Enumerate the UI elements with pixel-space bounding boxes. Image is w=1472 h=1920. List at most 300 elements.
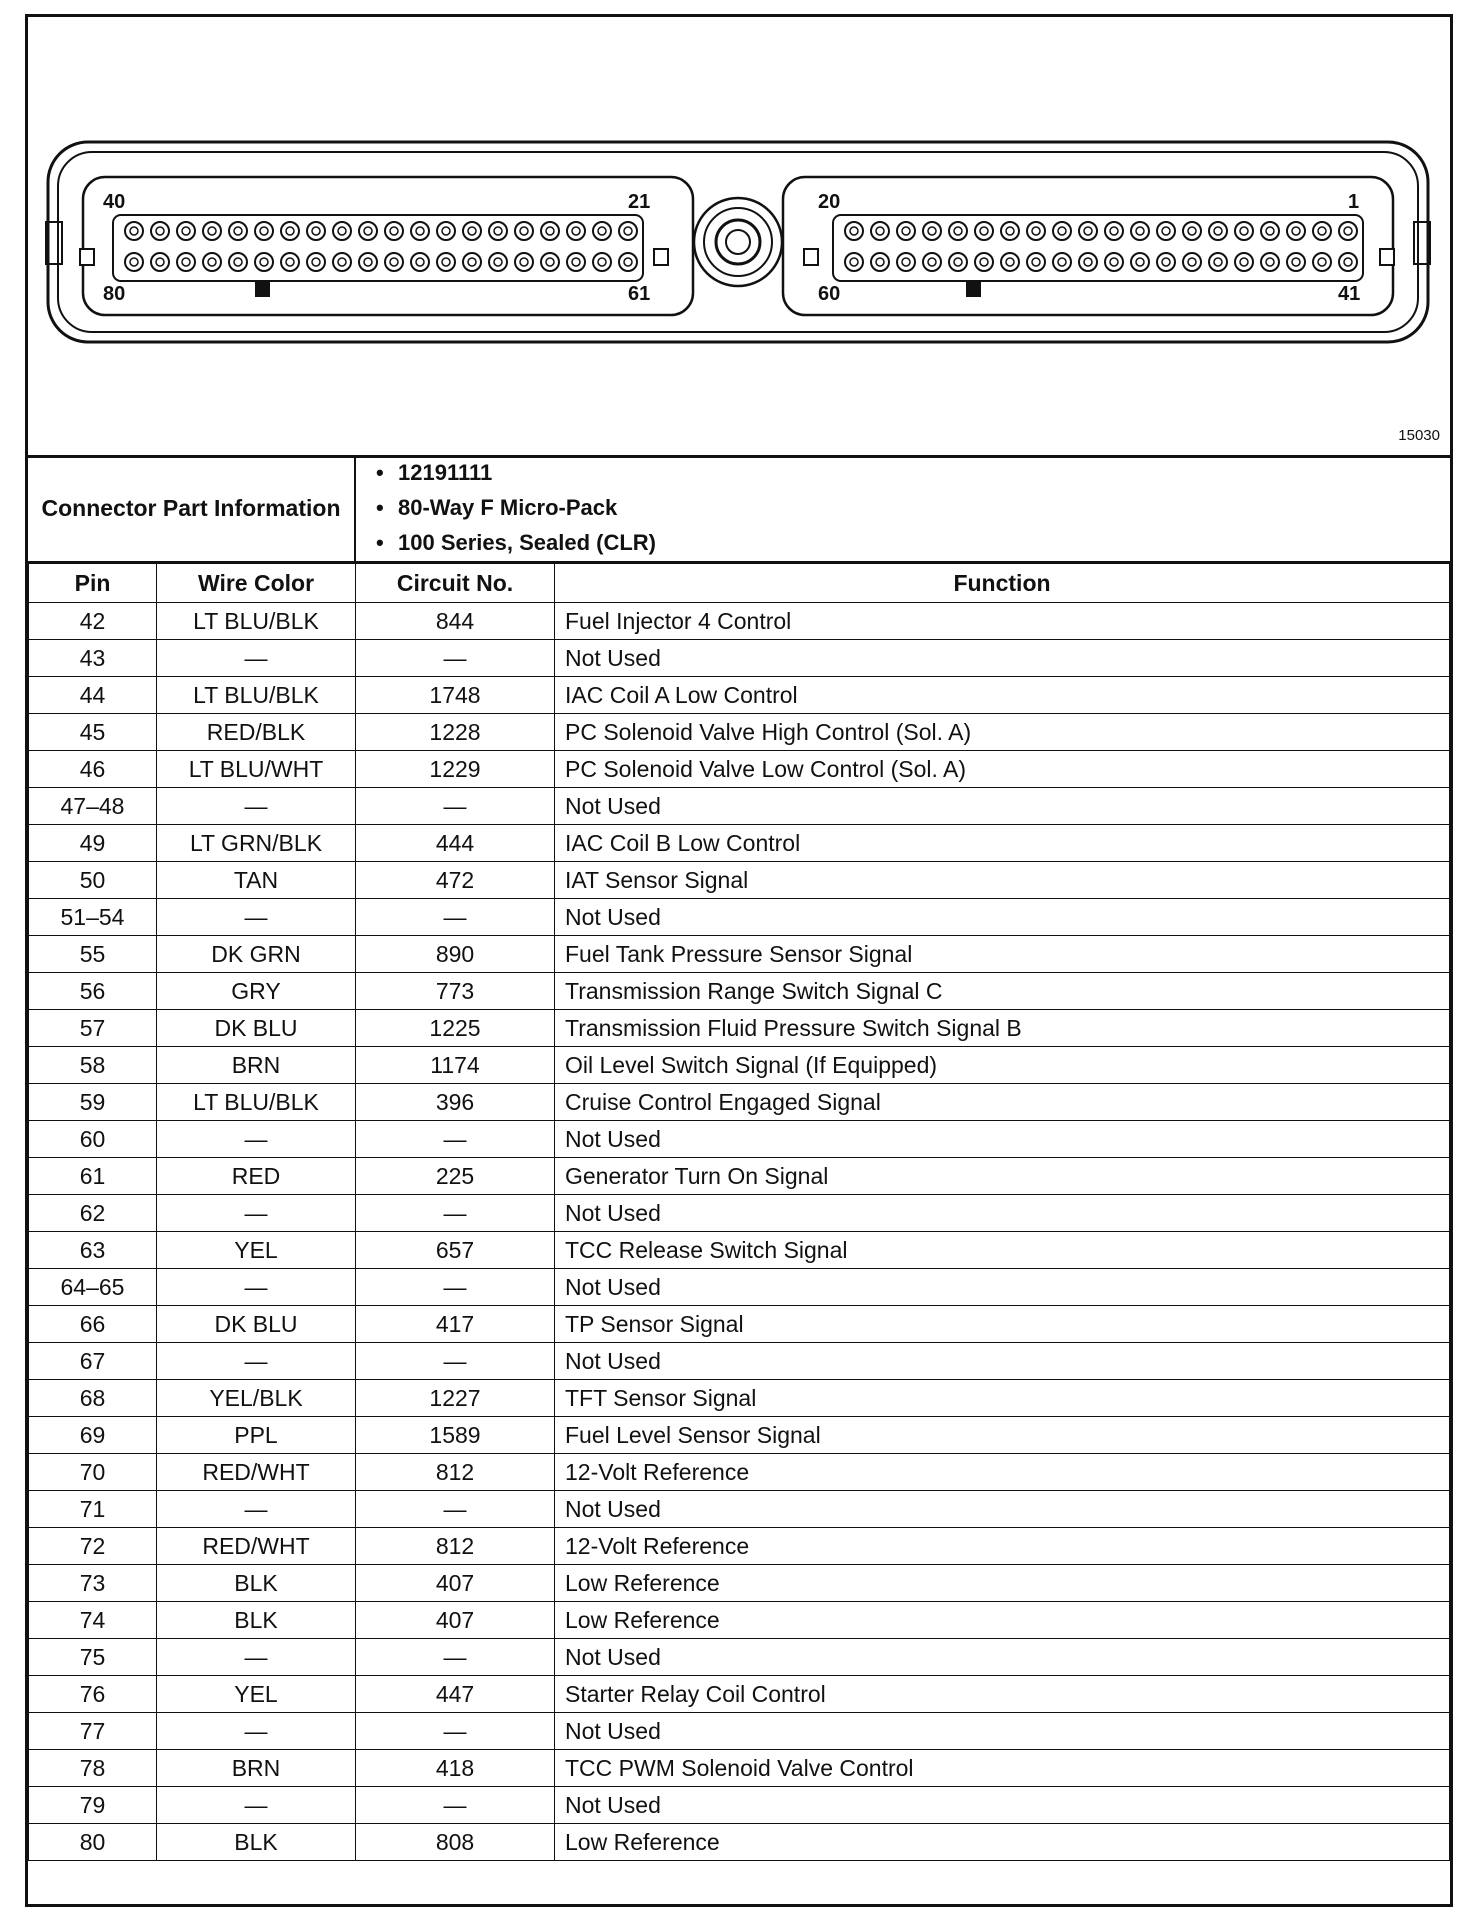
pin-hole — [923, 253, 941, 271]
pin-hole-center — [156, 227, 164, 235]
circuit-cell: — — [356, 788, 555, 825]
header-wire-color: Wire Color — [157, 564, 356, 603]
pin-hole-center — [876, 258, 884, 266]
pin-hole — [437, 253, 455, 271]
pin-hole — [1313, 253, 1331, 271]
pin-hole-center — [624, 227, 632, 235]
pin-hole-center — [1006, 258, 1014, 266]
function-cell: Cruise Control Engaged Signal — [555, 1084, 1450, 1121]
pin-cell: 44 — [29, 677, 157, 714]
connector-part-info-label: Connector Part Information — [28, 455, 356, 561]
circuit-cell: 396 — [356, 1084, 555, 1121]
pin-hole-center — [1032, 227, 1040, 235]
pin-hole — [1287, 253, 1305, 271]
wire-color-cell: BLK — [157, 1602, 356, 1639]
pin-hole — [177, 222, 195, 240]
pin-cell: 67 — [29, 1343, 157, 1380]
wire-color-cell: RED/BLK — [157, 714, 356, 751]
wire-color-cell: — — [157, 1491, 356, 1528]
pin-cell: 76 — [29, 1676, 157, 1713]
pin-hole — [307, 222, 325, 240]
pin-cell: 77 — [29, 1713, 157, 1750]
pin-cell: 73 — [29, 1565, 157, 1602]
table-row — [29, 1565, 1450, 1602]
pin-hole-center — [260, 258, 268, 266]
connector-illustration — [28, 17, 1450, 455]
table-row — [29, 1343, 1450, 1380]
pin-hole-center — [954, 258, 962, 266]
connector-part-info — [28, 455, 1450, 563]
circuit-cell: — — [356, 1713, 555, 1750]
pin-hole — [411, 253, 429, 271]
pin-hole — [489, 253, 507, 271]
pin-hole — [567, 222, 585, 240]
pin-hole-center — [364, 227, 372, 235]
pin-cell: 56 — [29, 973, 157, 1010]
pin-hole-center — [1188, 227, 1196, 235]
pin-cell: 55 — [29, 936, 157, 973]
function-cell: Low Reference — [555, 1565, 1450, 1602]
table-row — [29, 751, 1450, 788]
pin-hole-center — [1058, 227, 1066, 235]
table-row — [29, 825, 1450, 862]
function-cell: Not Used — [555, 1491, 1450, 1528]
pin-cell: 60 — [29, 1121, 157, 1158]
function-cell: Not Used — [555, 1787, 1450, 1824]
wire-color-cell: YEL/BLK — [157, 1380, 356, 1417]
pin-hole-center — [1266, 258, 1274, 266]
pin-hole — [307, 253, 325, 271]
function-cell: 12-Volt Reference — [555, 1454, 1450, 1491]
pin-hole — [923, 222, 941, 240]
wire-color-cell: — — [157, 1269, 356, 1306]
pin-table-body — [29, 603, 1450, 1861]
circuit-cell: 812 — [356, 1528, 555, 1565]
table-row — [29, 788, 1450, 825]
pin-hole — [1105, 222, 1123, 240]
pin-hole-center — [468, 227, 476, 235]
pin-hole-center — [520, 258, 528, 266]
pin-label-61: 61 — [628, 283, 651, 305]
pin-cell: 58 — [29, 1047, 157, 1084]
pin-hole — [1053, 222, 1071, 240]
pin-hole-center — [156, 258, 164, 266]
pin-hole-center — [260, 227, 268, 235]
right-polarity-mark — [966, 282, 981, 297]
table-row — [29, 1713, 1450, 1750]
pin-hole — [1287, 222, 1305, 240]
circuit-cell: — — [356, 640, 555, 677]
table-row — [29, 603, 1450, 640]
header-circuit-no: Circuit No. — [356, 564, 555, 603]
pin-hole-center — [468, 258, 476, 266]
circuit-cell: 447 — [356, 1676, 555, 1713]
pin-hole-center — [442, 227, 450, 235]
pin-cell: 46 — [29, 751, 157, 788]
table-row — [29, 1787, 1450, 1824]
pin-hole-center — [312, 258, 320, 266]
pin-hole-center — [1318, 258, 1326, 266]
pin-hole-center — [182, 227, 190, 235]
pin-hole-center — [494, 227, 502, 235]
pin-cell: 71 — [29, 1491, 157, 1528]
pin-hole-center — [902, 258, 910, 266]
pin-hole-center — [208, 258, 216, 266]
pin-hole-center — [928, 258, 936, 266]
pin-hole — [281, 253, 299, 271]
connector-diagram — [28, 17, 1450, 458]
pin-hole-center — [286, 258, 294, 266]
pin-hole — [1339, 222, 1357, 240]
pin-label-20: 20 — [818, 191, 841, 213]
function-cell: PC Solenoid Valve Low Control (Sol. A) — [555, 751, 1450, 788]
header-pin: Pin — [29, 564, 157, 603]
table-row — [29, 1121, 1450, 1158]
pin-cell: 59 — [29, 1084, 157, 1121]
circuit-cell: — — [356, 1195, 555, 1232]
pin-hole — [845, 253, 863, 271]
pin-hole — [203, 222, 221, 240]
pin-hole-center — [1084, 227, 1092, 235]
function-cell: TFT Sensor Signal — [555, 1380, 1450, 1417]
circuit-cell: 472 — [356, 862, 555, 899]
pin-hole — [949, 253, 967, 271]
function-cell: Starter Relay Coil Control — [555, 1676, 1450, 1713]
pin-hole-center — [1344, 258, 1352, 266]
pin-cell: 50 — [29, 862, 157, 899]
pin-hole-center — [416, 258, 424, 266]
circuit-cell: — — [356, 1343, 555, 1380]
pin-hole-center — [1266, 227, 1274, 235]
wire-color-cell: RED — [157, 1158, 356, 1195]
pin-hole — [541, 253, 559, 271]
function-cell: IAT Sensor Signal — [555, 862, 1450, 899]
pin-hole — [975, 253, 993, 271]
pin-hole-center — [624, 258, 632, 266]
pin-hole-center — [1136, 258, 1144, 266]
pin-hole-center — [286, 227, 294, 235]
wire-color-cell: RED/WHT — [157, 1454, 356, 1491]
circuit-cell: 418 — [356, 1750, 555, 1787]
wire-color-cell: DK BLU — [157, 1010, 356, 1047]
table-row — [29, 1232, 1450, 1269]
connector-type: • 80-Way F Micro-Pack — [356, 490, 1450, 525]
pin-label-41: 41 — [1338, 283, 1361, 305]
wire-color-cell: LT BLU/WHT — [157, 751, 356, 788]
pin-hole-center — [1188, 258, 1196, 266]
pin-hole — [871, 253, 889, 271]
pin-hole — [125, 222, 143, 240]
connector-series: • 100 Series, Sealed (CLR) — [356, 525, 1450, 560]
pin-hole — [567, 253, 585, 271]
function-cell: Not Used — [555, 1639, 1450, 1676]
wire-color-cell: — — [157, 1639, 356, 1676]
circuit-cell: 1174 — [356, 1047, 555, 1084]
pin-hole — [897, 222, 915, 240]
wire-color-cell: PPL — [157, 1417, 356, 1454]
wire-color-cell: — — [157, 1195, 356, 1232]
pin-hole — [385, 253, 403, 271]
center-bolt-core — [726, 230, 750, 254]
pin-hole-center — [338, 227, 346, 235]
pin-hole-center — [1032, 258, 1040, 266]
pin-cell: 72 — [29, 1528, 157, 1565]
pin-hole — [515, 253, 533, 271]
circuit-cell: 657 — [356, 1232, 555, 1269]
table-row — [29, 1824, 1450, 1861]
pin-hole — [845, 222, 863, 240]
pin-cell: 64–65 — [29, 1269, 157, 1306]
wire-color-cell: GRY — [157, 973, 356, 1010]
pin-hole — [515, 222, 533, 240]
table-row — [29, 1306, 1450, 1343]
pin-cell: 43 — [29, 640, 157, 677]
function-cell: TCC PWM Solenoid Valve Control — [555, 1750, 1450, 1787]
pin-hole — [1105, 253, 1123, 271]
pin-label-40: 40 — [103, 191, 126, 213]
pin-hole — [1001, 253, 1019, 271]
wire-color-cell: LT BLU/BLK — [157, 1084, 356, 1121]
pin-hole — [359, 253, 377, 271]
pin-cell: 80 — [29, 1824, 157, 1861]
pin-hole-center — [182, 258, 190, 266]
pin-hole-center — [338, 258, 346, 266]
circuit-cell: 1748 — [356, 677, 555, 714]
pin-hole — [1339, 253, 1357, 271]
pin-table — [28, 563, 1450, 1861]
pin-hole-center — [442, 258, 450, 266]
pin-hole — [229, 222, 247, 240]
pin-hole-center — [902, 227, 910, 235]
table-row — [29, 1010, 1450, 1047]
pin-hole — [463, 253, 481, 271]
pin-hole — [151, 253, 169, 271]
wire-color-cell: BLK — [157, 1824, 356, 1861]
pin-cell: 49 — [29, 825, 157, 862]
wire-color-cell: — — [157, 1713, 356, 1750]
pin-hole — [1209, 253, 1227, 271]
pin-hole — [949, 222, 967, 240]
circuit-cell: 417 — [356, 1306, 555, 1343]
table-row — [29, 862, 1450, 899]
pin-label-21: 21 — [628, 191, 651, 213]
function-cell: Fuel Level Sensor Signal — [555, 1417, 1450, 1454]
center-bolt-outer — [694, 198, 782, 286]
pin-hole — [1053, 253, 1071, 271]
pin-cell: 45 — [29, 714, 157, 751]
pin-hole-center — [364, 258, 372, 266]
table-row — [29, 1639, 1450, 1676]
wire-color-cell: — — [157, 899, 356, 936]
pin-hole — [359, 222, 377, 240]
header-function: Function — [555, 564, 1450, 603]
table-row — [29, 1158, 1450, 1195]
table-row — [29, 1491, 1450, 1528]
pin-hole — [1131, 222, 1149, 240]
wire-color-cell: — — [157, 1121, 356, 1158]
pin-hole — [437, 222, 455, 240]
pin-hole — [1079, 222, 1097, 240]
table-row — [29, 677, 1450, 714]
pin-hole-center — [980, 227, 988, 235]
right-key-outer — [1380, 249, 1394, 265]
circuit-cell: — — [356, 1121, 555, 1158]
function-cell: Not Used — [555, 1343, 1450, 1380]
pin-hole-center — [850, 258, 858, 266]
pin-hole — [255, 253, 273, 271]
pin-hole-center — [1110, 227, 1118, 235]
pin-hole-center — [1084, 258, 1092, 266]
wire-color-cell: BRN — [157, 1750, 356, 1787]
table-row — [29, 899, 1450, 936]
wire-color-cell: LT BLU/BLK — [157, 603, 356, 640]
figure-number: 15030 — [1398, 427, 1440, 444]
pin-hole — [619, 253, 637, 271]
circuit-cell: 1229 — [356, 751, 555, 788]
function-cell: Low Reference — [555, 1602, 1450, 1639]
table-row — [29, 1269, 1450, 1306]
pin-label-60: 60 — [818, 283, 841, 305]
left-polarity-mark — [255, 282, 270, 297]
pin-table-header — [29, 564, 1450, 603]
pin-hole — [333, 222, 351, 240]
circuit-cell: 1589 — [356, 1417, 555, 1454]
wire-color-cell: RED/WHT — [157, 1528, 356, 1565]
table-row — [29, 1528, 1450, 1565]
pin-cell: 74 — [29, 1602, 157, 1639]
pin-hole — [151, 222, 169, 240]
pin-hole-center — [954, 227, 962, 235]
circuit-cell: 444 — [356, 825, 555, 862]
pin-hole-center — [598, 227, 606, 235]
pin-hole — [619, 222, 637, 240]
pin-hole — [593, 253, 611, 271]
pin-hole-center — [130, 227, 138, 235]
pin-hole-center — [520, 227, 528, 235]
pin-hole — [1157, 222, 1175, 240]
function-cell: TCC Release Switch Signal — [555, 1232, 1450, 1269]
table-row — [29, 640, 1450, 677]
pin-hole-center — [1110, 258, 1118, 266]
pin-hole-center — [390, 227, 398, 235]
pin-label-80: 80 — [103, 283, 126, 305]
connector-part-info-list — [356, 455, 1450, 561]
connector-sheet — [25, 14, 1453, 1907]
pin-hole-center — [1240, 227, 1248, 235]
circuit-cell: 407 — [356, 1602, 555, 1639]
wire-color-cell: — — [157, 788, 356, 825]
left-key-inner — [654, 249, 668, 265]
pin-hole — [1131, 253, 1149, 271]
function-cell: IAC Coil A Low Control — [555, 677, 1450, 714]
pin-hole-center — [1006, 227, 1014, 235]
center-bolt-mid — [704, 208, 772, 276]
circuit-cell: 812 — [356, 1454, 555, 1491]
pin-hole — [1157, 253, 1175, 271]
function-cell: TP Sensor Signal — [555, 1306, 1450, 1343]
circuit-cell: 1225 — [356, 1010, 555, 1047]
pin-hole-center — [572, 227, 580, 235]
pin-hole — [463, 222, 481, 240]
wire-color-cell: — — [157, 640, 356, 677]
pin-cell: 63 — [29, 1232, 157, 1269]
function-cell: Not Used — [555, 1195, 1450, 1232]
circuit-cell: 1227 — [356, 1380, 555, 1417]
pin-hole-center — [130, 258, 138, 266]
pin-hole-center — [546, 258, 554, 266]
pin-cell: 62 — [29, 1195, 157, 1232]
function-cell: Not Used — [555, 788, 1450, 825]
function-cell: Not Used — [555, 899, 1450, 936]
pin-hole-center — [980, 258, 988, 266]
table-row — [29, 1602, 1450, 1639]
right-key-inner — [804, 249, 818, 265]
housing-outer — [48, 142, 1428, 342]
wire-color-cell: BRN — [157, 1047, 356, 1084]
pin-hole-center — [234, 227, 242, 235]
table-row — [29, 1047, 1450, 1084]
pin-hole-center — [850, 227, 858, 235]
function-cell: Transmission Fluid Pressure Switch Signal B — [555, 1010, 1450, 1047]
pin-hole-center — [494, 258, 502, 266]
wire-color-cell: — — [157, 1787, 356, 1824]
pin-hole — [411, 222, 429, 240]
pin-hole-center — [1162, 258, 1170, 266]
pin-hole — [385, 222, 403, 240]
circuit-cell: — — [356, 1787, 555, 1824]
pin-hole-center — [1318, 227, 1326, 235]
function-cell: Low Reference — [555, 1824, 1450, 1861]
pin-hole-center — [1292, 258, 1300, 266]
pin-hole — [1183, 253, 1201, 271]
function-cell: 12-Volt Reference — [555, 1528, 1450, 1565]
function-cell: Fuel Tank Pressure Sensor Signal — [555, 936, 1450, 973]
pin-hole — [203, 253, 221, 271]
wire-color-cell: YEL — [157, 1676, 356, 1713]
table-row — [29, 714, 1450, 751]
table-row — [29, 936, 1450, 973]
pin-cell: 51–54 — [29, 899, 157, 936]
pin-hole — [255, 222, 273, 240]
pin-hole-center — [546, 227, 554, 235]
circuit-cell: — — [356, 899, 555, 936]
pin-cell: 79 — [29, 1787, 157, 1824]
table-row — [29, 1084, 1450, 1121]
pin-hole-center — [876, 227, 884, 235]
pin-cell: 47–48 — [29, 788, 157, 825]
table-row — [29, 973, 1450, 1010]
pin-cell: 57 — [29, 1010, 157, 1047]
pin-hole — [1183, 222, 1201, 240]
function-cell: IAC Coil B Low Control — [555, 825, 1450, 862]
pin-hole — [1027, 253, 1045, 271]
function-cell: Transmission Range Switch Signal C — [555, 973, 1450, 1010]
pin-hole — [897, 253, 915, 271]
pin-hole — [1313, 222, 1331, 240]
pin-hole-center — [1240, 258, 1248, 266]
circuit-cell: — — [356, 1491, 555, 1528]
pin-hole-center — [234, 258, 242, 266]
wire-color-cell: DK GRN — [157, 936, 356, 973]
function-cell: Generator Turn On Signal — [555, 1158, 1450, 1195]
left-key-outer — [80, 249, 94, 265]
function-cell: Not Used — [555, 1121, 1450, 1158]
pin-hole — [125, 253, 143, 271]
function-cell: Not Used — [555, 640, 1450, 677]
table-row — [29, 1417, 1450, 1454]
pin-hole-center — [208, 227, 216, 235]
pin-cell: 61 — [29, 1158, 157, 1195]
